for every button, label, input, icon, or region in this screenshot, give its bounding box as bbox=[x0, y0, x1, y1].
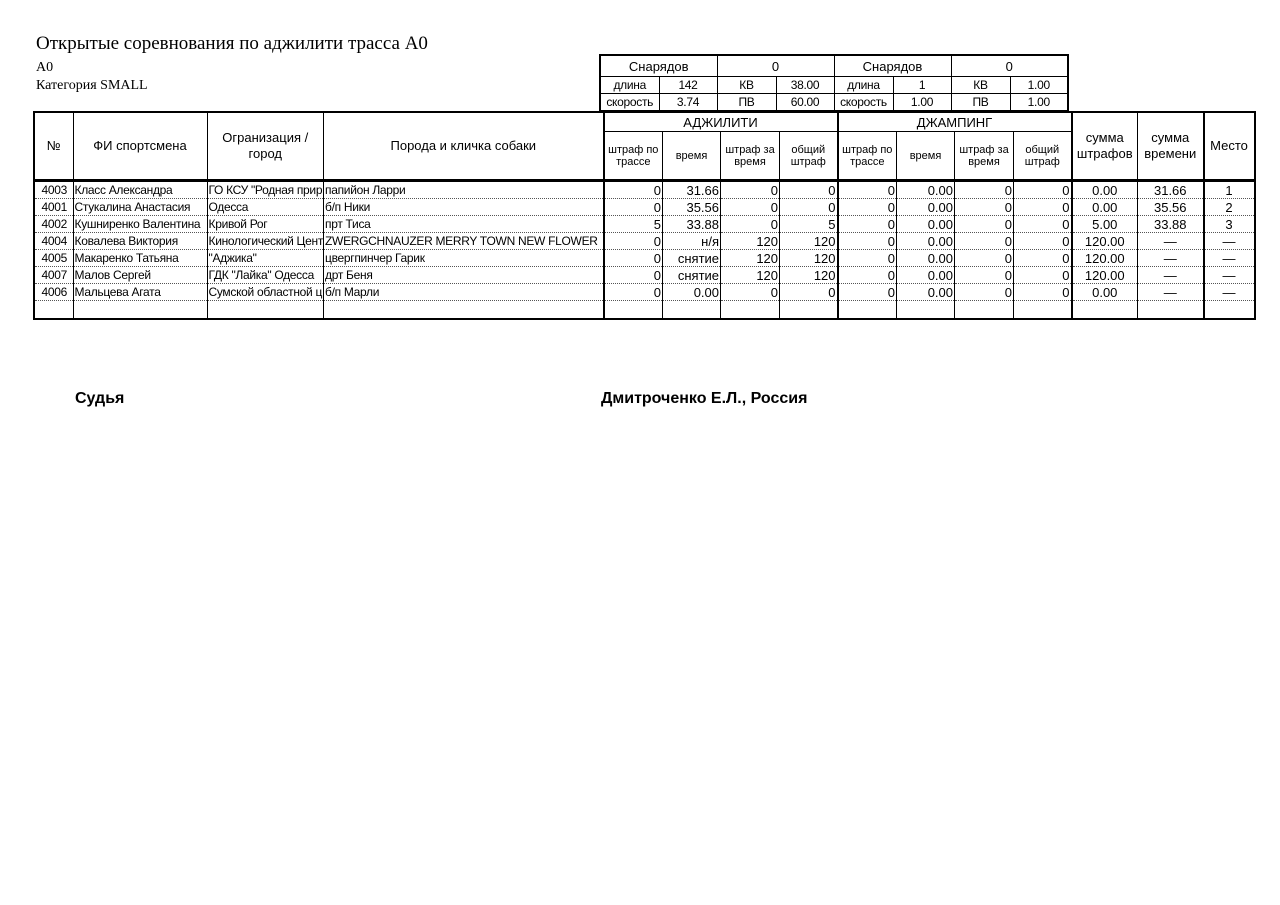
jumping-group-header: ДЖАМПИНГ bbox=[838, 112, 1072, 132]
cell-agility-total-penalty: 0 bbox=[780, 284, 838, 301]
results-table bbox=[33, 111, 1256, 320]
cell-org: ГДК "Лайка" Одесса bbox=[207, 267, 324, 284]
empty-cell bbox=[897, 301, 955, 320]
empty-cell bbox=[207, 301, 324, 320]
cell-dog: б/п Ники bbox=[324, 199, 604, 216]
cell-sum-penalties: 0.00 bbox=[1072, 181, 1138, 199]
category-label: Категория SMALL bbox=[36, 78, 148, 93]
jumping-total-penalty-header: общий штраф bbox=[1014, 132, 1072, 181]
cell-sum-penalties: 120.00 bbox=[1072, 233, 1138, 250]
cell-agility-time: 31.66 bbox=[663, 181, 721, 199]
agility-kv-value: 38.00 bbox=[776, 77, 834, 94]
agility-time-header: время bbox=[663, 132, 721, 181]
cell-org: Кривой Рог bbox=[207, 216, 324, 233]
cell-agility-time: снятие bbox=[663, 250, 721, 267]
cell-place: — bbox=[1204, 250, 1255, 267]
col-athlete-header: ФИ спортсмена bbox=[73, 112, 207, 181]
cell-jumping-total-penalty: 0 bbox=[1014, 181, 1072, 199]
agility-speed-label: скорость bbox=[600, 94, 659, 111]
cell-jumping-time-penalty: 0 bbox=[955, 233, 1014, 250]
cell-num: 4003 bbox=[34, 181, 73, 199]
cell-agility-time-penalty: 0 bbox=[721, 216, 780, 233]
judge-label: Судья bbox=[75, 390, 125, 407]
cell-jumping-time-penalty: 0 bbox=[955, 181, 1014, 199]
agility-group-header: АДЖИЛИТИ bbox=[604, 112, 838, 132]
agility-speed-value: 3.74 bbox=[659, 94, 717, 111]
cell-jumping-course-penalty: 0 bbox=[838, 284, 897, 301]
cell-sum-penalties: 5.00 bbox=[1072, 216, 1138, 233]
table-row bbox=[34, 284, 1255, 301]
cell-jumping-course-penalty: 0 bbox=[838, 181, 897, 199]
agility-pv-value: 60.00 bbox=[776, 94, 834, 111]
cell-sum-time: — bbox=[1138, 267, 1204, 284]
cell-jumping-total-penalty: 0 bbox=[1014, 216, 1072, 233]
cell-jumping-time: 0.00 bbox=[897, 267, 955, 284]
cell-agility-course-penalty: 0 bbox=[604, 233, 663, 250]
cell-num: 4005 bbox=[34, 250, 73, 267]
cell-place: 3 bbox=[1204, 216, 1255, 233]
cell-sum-time: 35.56 bbox=[1138, 199, 1204, 216]
agility-obstacles-value: 0 bbox=[717, 55, 834, 77]
cell-place: — bbox=[1204, 267, 1255, 284]
cell-jumping-time-penalty: 0 bbox=[955, 284, 1014, 301]
cell-org: Кинологический Цент bbox=[208, 234, 324, 248]
cell-agility-time-penalty: 120 bbox=[721, 250, 780, 267]
cell-agility-time: 33.88 bbox=[663, 216, 721, 233]
empty-cell bbox=[838, 301, 897, 320]
cell-org: ГО КСУ "Родная прир bbox=[207, 181, 324, 199]
agility-obstacles-label: Снарядов bbox=[600, 55, 717, 77]
agility-length-value: 142 bbox=[659, 77, 717, 94]
cell-sum-penalties: 120.00 bbox=[1072, 267, 1138, 284]
jumping-pv-label: ПВ bbox=[951, 94, 1010, 111]
cell-jumping-time: 0.00 bbox=[897, 181, 955, 199]
cell-agility-time-penalty: 0 bbox=[721, 181, 780, 199]
cell-jumping-time: 0.00 bbox=[897, 233, 955, 250]
jumping-length-value: 1 bbox=[893, 77, 951, 94]
cell-sum-time: — bbox=[1138, 233, 1204, 250]
cell-jumping-time-penalty: 0 bbox=[955, 199, 1014, 216]
table-row bbox=[34, 250, 1255, 267]
cell-num: 4007 bbox=[34, 267, 73, 284]
cell-agility-course-penalty: 0 bbox=[604, 199, 663, 216]
jumping-speed-label: скорость bbox=[834, 94, 893, 111]
cell-org: "Аджика" bbox=[207, 250, 324, 267]
cell-dog: дрт Беня bbox=[324, 267, 604, 284]
cell-jumping-time: 0.00 bbox=[897, 250, 955, 267]
judge-name: Дмитроченко Е.Л., Россия bbox=[601, 390, 808, 407]
table-row bbox=[34, 181, 1255, 199]
jumping-kv-label: КВ bbox=[951, 77, 1010, 94]
course-label: А0 bbox=[36, 60, 54, 75]
cell-dog: цвергпинчер Гарик bbox=[324, 250, 604, 267]
cell-jumping-course-penalty: 0 bbox=[838, 199, 897, 216]
cell-jumping-total-penalty: 0 bbox=[1014, 233, 1072, 250]
cell-athlete: Класс Александра bbox=[73, 181, 207, 199]
cell-dog: б/п Марли bbox=[324, 284, 604, 301]
jumping-course-penalty-header: штраф по трассе bbox=[838, 132, 897, 181]
cell-agility-total-penalty: 120 bbox=[780, 233, 838, 250]
cell-place: 1 bbox=[1204, 181, 1255, 199]
jumping-speed-value: 1.00 bbox=[893, 94, 951, 111]
cell-org: Сумской областной ц bbox=[208, 285, 323, 299]
cell-num: 4004 bbox=[34, 233, 73, 250]
cell-athlete: Кушниренко Валентина bbox=[73, 216, 207, 233]
empty-cell bbox=[1014, 301, 1072, 320]
table-row bbox=[34, 199, 1255, 216]
cell-jumping-course-penalty: 0 bbox=[838, 233, 897, 250]
cell-agility-time: 35.56 bbox=[663, 199, 721, 216]
cell-jumping-time: 0.00 bbox=[897, 284, 955, 301]
cell-agility-total-penalty: 0 bbox=[780, 181, 838, 199]
jumping-time-penalty-header: штраф за время bbox=[955, 132, 1014, 181]
cell-agility-course-penalty: 0 bbox=[604, 250, 663, 267]
page-title: Открытые соревнования по аджилити трасса А0 bbox=[36, 33, 428, 54]
agility-pv-label: ПВ bbox=[717, 94, 776, 111]
cell-athlete: Малов Сергей bbox=[73, 267, 207, 284]
col-sum-penalties-header: сумма штрафов bbox=[1072, 112, 1138, 181]
empty-cell bbox=[663, 301, 721, 320]
col-sum-time-header: сумма времени bbox=[1138, 112, 1204, 181]
cell-agility-time: н/я bbox=[663, 233, 721, 250]
table-row bbox=[34, 233, 1255, 250]
jumping-length-label: длина bbox=[834, 77, 893, 94]
cell-dog: прт Тиса bbox=[324, 216, 604, 233]
jumping-obstacles-value: 0 bbox=[951, 55, 1068, 77]
agility-total-penalty-header: общий штраф bbox=[780, 132, 838, 181]
cell-num: 4001 bbox=[34, 199, 73, 216]
cell-place: 2 bbox=[1204, 199, 1255, 216]
col-org-header: Огранизация / город bbox=[207, 112, 324, 181]
jumping-pv-value: 1.00 bbox=[1010, 94, 1068, 111]
cell-place: — bbox=[1204, 233, 1255, 250]
cell-num: 4006 bbox=[34, 284, 73, 301]
cell-jumping-total-penalty: 0 bbox=[1014, 250, 1072, 267]
jumping-obstacles-label: Снарядов bbox=[834, 55, 951, 77]
col-dog-header: Порода и кличка собаки bbox=[324, 112, 604, 181]
cell-dog: папийон Ларри bbox=[324, 181, 604, 199]
cell-agility-course-penalty: 0 bbox=[604, 284, 663, 301]
cell-sum-penalties: 0.00 bbox=[1072, 284, 1138, 301]
cell-org: Одесса bbox=[207, 199, 324, 216]
cell-sum-penalties: 120.00 bbox=[1072, 250, 1138, 267]
empty-cell bbox=[780, 301, 838, 320]
agility-kv-label: КВ bbox=[717, 77, 776, 94]
col-place-header: Место bbox=[1204, 112, 1255, 181]
empty-row bbox=[34, 301, 1255, 320]
cell-jumping-course-penalty: 0 bbox=[838, 267, 897, 284]
empty-cell bbox=[34, 301, 73, 320]
cell-jumping-time-penalty: 0 bbox=[955, 267, 1014, 284]
cell-sum-time: — bbox=[1138, 284, 1204, 301]
empty-cell bbox=[955, 301, 1014, 320]
jumping-time-header: время bbox=[897, 132, 955, 181]
cell-sum-time: 33.88 bbox=[1138, 216, 1204, 233]
cell-athlete: Стукалина Анастасия bbox=[73, 199, 207, 216]
cell-agility-time: 0.00 bbox=[663, 284, 721, 301]
cell-jumping-total-penalty: 0 bbox=[1014, 199, 1072, 216]
cell-sum-time: 31.66 bbox=[1138, 181, 1204, 199]
agility-course-penalty-header: штраф по трассе bbox=[604, 132, 663, 181]
cell-dog: ZWERGCHNAUZER MERRY TOWN NEW FLOWER bbox=[324, 233, 604, 250]
cell-num: 4002 bbox=[34, 216, 73, 233]
cell-agility-course-penalty: 0 bbox=[604, 267, 663, 284]
cell-agility-total-penalty: 120 bbox=[780, 250, 838, 267]
agility-length-label: длина bbox=[600, 77, 659, 94]
cell-agility-total-penalty: 120 bbox=[780, 267, 838, 284]
cell-agility-time: снятие bbox=[663, 267, 721, 284]
table-row bbox=[34, 267, 1255, 284]
cell-agility-time-penalty: 120 bbox=[721, 233, 780, 250]
cell-sum-penalties: 0.00 bbox=[1072, 199, 1138, 216]
cell-place: — bbox=[1204, 284, 1255, 301]
cell-jumping-time-penalty: 0 bbox=[955, 250, 1014, 267]
empty-cell bbox=[324, 301, 604, 320]
cell-agility-course-penalty: 0 bbox=[604, 181, 663, 199]
cell-athlete: Макаренко Татьяна bbox=[73, 250, 207, 267]
cell-jumping-total-penalty: 0 bbox=[1014, 284, 1072, 301]
table-row bbox=[34, 216, 1255, 233]
empty-cell bbox=[1204, 301, 1255, 320]
cell-jumping-time: 0.00 bbox=[897, 216, 955, 233]
agility-time-penalty-header: штраф за время bbox=[721, 132, 780, 181]
cell-jumping-time-penalty: 0 bbox=[955, 216, 1014, 233]
cell-agility-time-penalty: 0 bbox=[721, 199, 780, 216]
col-num-header: № bbox=[34, 112, 73, 181]
cell-jumping-course-penalty: 0 bbox=[838, 250, 897, 267]
cell-jumping-time: 0.00 bbox=[897, 199, 955, 216]
empty-cell bbox=[1138, 301, 1204, 320]
cell-agility-total-penalty: 0 bbox=[780, 199, 838, 216]
course-parameters-table bbox=[599, 54, 1069, 111]
cell-sum-time: — bbox=[1138, 250, 1204, 267]
cell-athlete: Ковалева Виктория bbox=[73, 233, 207, 250]
empty-cell bbox=[73, 301, 207, 320]
jumping-kv-value: 1.00 bbox=[1010, 77, 1068, 94]
empty-cell bbox=[721, 301, 780, 320]
empty-cell bbox=[604, 301, 663, 320]
cell-agility-time-penalty: 0 bbox=[721, 284, 780, 301]
cell-agility-course-penalty: 5 bbox=[604, 216, 663, 233]
cell-agility-time-penalty: 120 bbox=[721, 267, 780, 284]
cell-jumping-total-penalty: 0 bbox=[1014, 267, 1072, 284]
empty-cell bbox=[1072, 301, 1138, 320]
cell-jumping-course-penalty: 0 bbox=[838, 216, 897, 233]
cell-athlete: Мальцева Агата bbox=[73, 284, 207, 301]
cell-agility-total-penalty: 5 bbox=[780, 216, 838, 233]
